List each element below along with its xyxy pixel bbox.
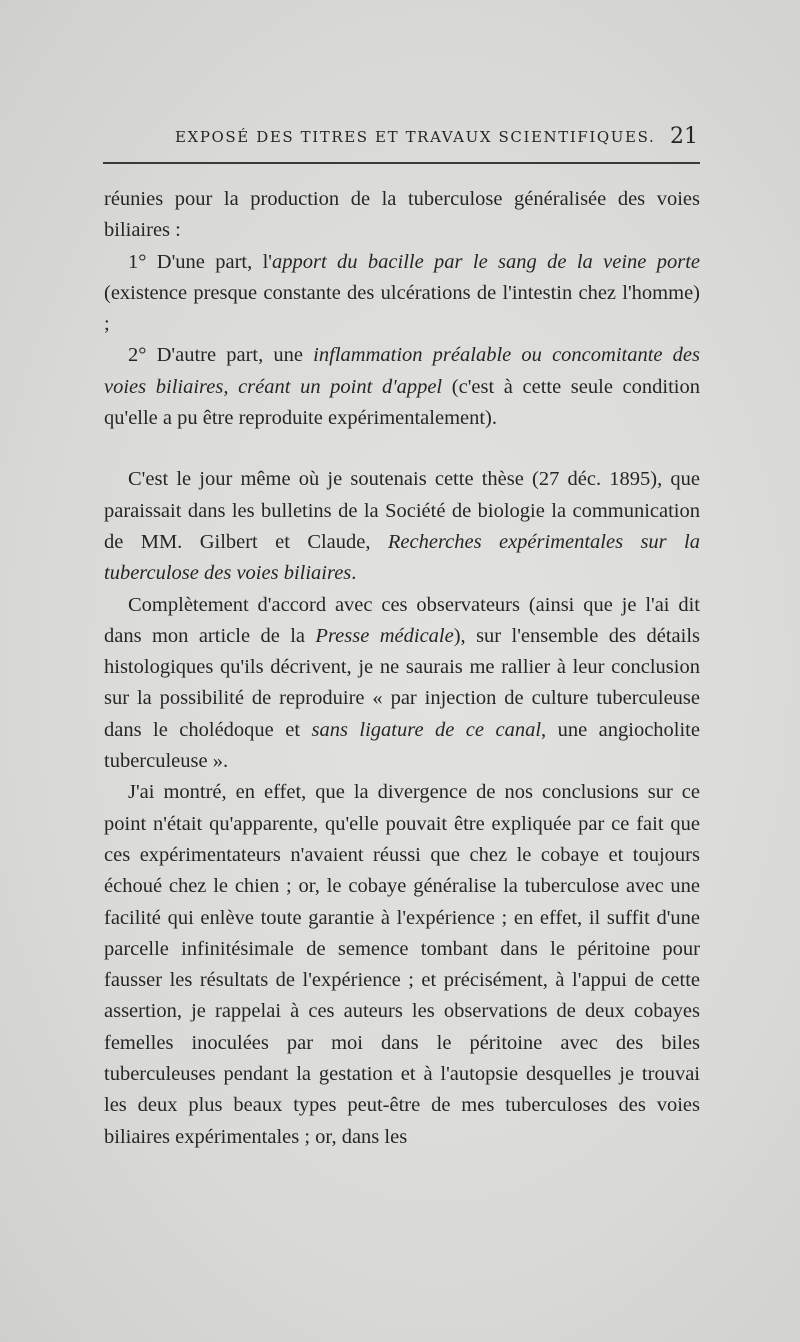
- text-run: J'ai montré, en effet, que la divergence de nos conclusions sur ce point n'était qu'apparente, qu'elle pouvait être expliquée par ce fait que ces expérimentateurs n'avaient réussi que chez le cobaye et toujours échoué chez le chien ; or, le cobaye généralise la tuberculose avec une facilité qui enlève toute garantie à l'expérience ; en effet, il suffit d'une parcelle infinitésimale de semence tombant dans le péritoine pour fausser les résultats de l'expérience ; et précisément, à l'appui de cette assertion, je rappelai à ces auteurs les observations de deux cobayes femelles inoculées par moi dans le péritoine avec des biles tuberculeuses pendant la gestation et à l'autopsie desquelles je trouvai les deux plus beaux types peut-être de mes tuberculoses des voies biliaires expérimentales ; or, dans les: [104, 781, 700, 1148]
- paragraph-point-2: [104, 340, 700, 434]
- running-header: [175, 124, 700, 154]
- text-run: 2° D'autre part, une: [128, 344, 314, 367]
- text-run: .: [351, 562, 357, 585]
- header-rule: [103, 162, 700, 164]
- text-run: réunies pour la production de la tuberculose généralisée des voies biliaires :: [104, 188, 700, 242]
- italic-run: Recherches expérimentales sur la tuberculose des voies biliaires: [104, 530, 700, 585]
- paragraph-divergence: [104, 777, 700, 1153]
- page-number: 21: [670, 124, 698, 149]
- paragraph-thesis-date: [104, 464, 700, 589]
- paragraph-continuation: [104, 184, 700, 247]
- text-run: , une angiocholite tuberculeuse ».: [104, 718, 700, 773]
- text-run: (c'est à cette seule condition qu'elle a pu être reproduite expérimentalement).: [104, 375, 700, 430]
- italic-run: Presse médicale: [315, 624, 454, 647]
- italic-run: inflammation préalable ou concomitante des voies biliaires, créant un point d'appel: [104, 344, 700, 398]
- running-title: EXPOSÉ DES TITRES ET TRAVAUX SCIENTIFIQUES.: [175, 128, 656, 146]
- text-run: C'est le jour même où je soutenais cette thèse (27 déc. 1895), que paraissait dans les bulletins de la Société de biologie la communication de MM. Gilbert et Claude,: [104, 468, 700, 553]
- paragraph-point-1: [104, 247, 700, 341]
- text-run: 1° D'une part, l': [128, 250, 273, 273]
- text-run: ), sur l'ensemble des détails histologiques qu'ils décrivent, je ne saurais me rallier à leur conclusion sur la possibilité de reproduire « par injection de culture tuberculeuse dans le cholédoque et: [104, 624, 700, 741]
- paragraph-agreement: [104, 590, 700, 778]
- italic-run: sans ligature de ce canal: [311, 718, 542, 741]
- text-run: (existence presque constante des ulcérations de l'intestin chez l'homme) ;: [104, 281, 700, 336]
- body-text: [104, 184, 700, 1153]
- text-run: Complètement d'accord avec ces observateurs (ainsi que je l'ai dit dans mon article de la: [104, 593, 700, 647]
- italic-run: apport du bacille par le sang de la veine porte: [272, 250, 700, 273]
